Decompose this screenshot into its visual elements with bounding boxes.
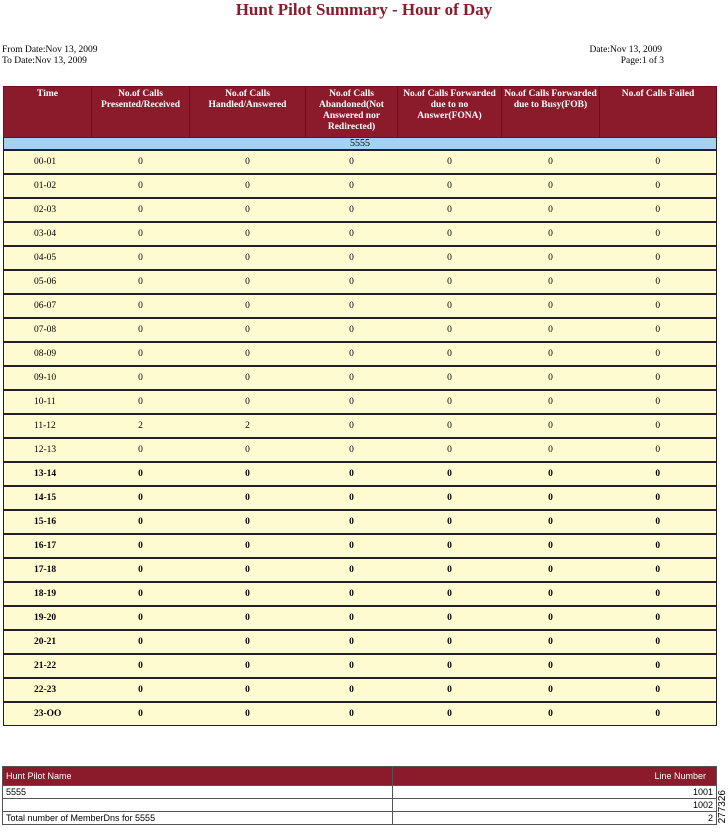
value-cell: 0 bbox=[306, 342, 398, 366]
table-row bbox=[4, 246, 717, 270]
from-date: From Date:Nov 13, 2009 bbox=[2, 45, 98, 55]
value-cell: 0 bbox=[92, 486, 190, 510]
line-number-cell: 1002 bbox=[393, 799, 717, 812]
value-cell: 0 bbox=[398, 390, 502, 414]
value-cell: 0 bbox=[502, 678, 600, 702]
column-header-fob: No.of Calls Forwarded due to Busy(FOB) bbox=[502, 87, 600, 138]
members-row bbox=[3, 812, 717, 825]
value-cell: 0 bbox=[502, 294, 600, 318]
table-row bbox=[4, 510, 717, 534]
time-cell: 01-02 bbox=[4, 174, 92, 198]
time-cell: 20-21 bbox=[4, 630, 92, 654]
hunt-pilot-name-cell bbox=[3, 799, 393, 812]
value-cell: 0 bbox=[502, 342, 600, 366]
table-row bbox=[4, 582, 717, 606]
column-header-failed: No.of Calls Failed bbox=[600, 87, 717, 138]
value-cell: 0 bbox=[502, 198, 600, 222]
table-row bbox=[4, 318, 717, 342]
time-cell: 22-23 bbox=[4, 678, 92, 702]
value-cell: 0 bbox=[190, 582, 306, 606]
table-row bbox=[4, 294, 717, 318]
value-cell: 0 bbox=[190, 438, 306, 462]
value-cell: 0 bbox=[398, 318, 502, 342]
value-cell: 0 bbox=[190, 342, 306, 366]
value-cell: 0 bbox=[190, 558, 306, 582]
value-cell: 0 bbox=[398, 294, 502, 318]
table-row bbox=[4, 558, 717, 582]
table-row bbox=[4, 150, 717, 174]
value-cell: 0 bbox=[502, 438, 600, 462]
value-cell: 0 bbox=[600, 678, 717, 702]
hour-of-day-table bbox=[3, 86, 717, 726]
value-cell: 0 bbox=[600, 342, 717, 366]
table-row bbox=[4, 462, 717, 486]
time-cell: 06-07 bbox=[4, 294, 92, 318]
value-cell: 2 bbox=[190, 414, 306, 438]
value-cell: 0 bbox=[502, 462, 600, 486]
column-header-handled: No.of Calls Handled/Answered bbox=[190, 87, 306, 138]
page-number: Page:1 of 3 bbox=[620, 56, 664, 66]
line-number-cell: 2 bbox=[393, 812, 717, 825]
value-cell: 0 bbox=[190, 702, 306, 726]
value-cell: 0 bbox=[600, 150, 717, 174]
value-cell: 0 bbox=[190, 606, 306, 630]
value-cell: 0 bbox=[92, 342, 190, 366]
value-cell: 0 bbox=[306, 654, 398, 678]
value-cell: 0 bbox=[502, 702, 600, 726]
table-row bbox=[4, 342, 717, 366]
value-cell: 0 bbox=[306, 558, 398, 582]
value-cell: 0 bbox=[398, 510, 502, 534]
value-cell: 0 bbox=[398, 198, 502, 222]
value-cell: 0 bbox=[398, 462, 502, 486]
members-row bbox=[3, 799, 717, 812]
value-cell: 0 bbox=[306, 438, 398, 462]
value-cell: 0 bbox=[92, 558, 190, 582]
value-cell: 0 bbox=[502, 174, 600, 198]
time-cell: 09-10 bbox=[4, 366, 92, 390]
time-cell: 21-22 bbox=[4, 654, 92, 678]
members-table bbox=[2, 766, 717, 825]
value-cell: 0 bbox=[306, 462, 398, 486]
value-cell: 0 bbox=[306, 582, 398, 606]
value-cell: 0 bbox=[306, 150, 398, 174]
value-cell: 0 bbox=[92, 630, 190, 654]
value-cell: 0 bbox=[92, 150, 190, 174]
value-cell: 0 bbox=[306, 318, 398, 342]
time-cell: 05-06 bbox=[4, 270, 92, 294]
value-cell: 0 bbox=[190, 486, 306, 510]
value-cell: 0 bbox=[92, 390, 190, 414]
table-row bbox=[4, 222, 717, 246]
value-cell: 0 bbox=[306, 678, 398, 702]
value-cell: 0 bbox=[306, 486, 398, 510]
time-cell: 18-19 bbox=[4, 582, 92, 606]
value-cell: 2 bbox=[92, 414, 190, 438]
value-cell: 0 bbox=[600, 582, 717, 606]
value-cell: 0 bbox=[502, 654, 600, 678]
value-cell: 0 bbox=[502, 630, 600, 654]
value-cell: 0 bbox=[600, 318, 717, 342]
value-cell: 0 bbox=[398, 174, 502, 198]
value-cell: 0 bbox=[398, 630, 502, 654]
column-header-time: Time bbox=[4, 87, 92, 138]
value-cell: 0 bbox=[92, 294, 190, 318]
table-row bbox=[4, 438, 717, 462]
hunt-pilot-name-cell: Total number of MemberDns for 5555 bbox=[3, 812, 393, 825]
value-cell: 0 bbox=[398, 486, 502, 510]
value-cell: 0 bbox=[600, 438, 717, 462]
value-cell: 0 bbox=[306, 630, 398, 654]
value-cell: 0 bbox=[600, 558, 717, 582]
value-cell: 0 bbox=[600, 606, 717, 630]
value-cell: 0 bbox=[92, 438, 190, 462]
value-cell: 0 bbox=[92, 174, 190, 198]
value-cell: 0 bbox=[190, 270, 306, 294]
value-cell: 0 bbox=[92, 366, 190, 390]
time-cell: 15-16 bbox=[4, 510, 92, 534]
value-cell: 0 bbox=[398, 702, 502, 726]
value-cell: 0 bbox=[92, 222, 190, 246]
value-cell: 0 bbox=[190, 390, 306, 414]
figure-number: 277326 bbox=[717, 790, 728, 824]
value-cell: 0 bbox=[190, 150, 306, 174]
table-row bbox=[4, 630, 717, 654]
time-cell: 03-04 bbox=[4, 222, 92, 246]
value-cell: 0 bbox=[398, 438, 502, 462]
value-cell: 0 bbox=[600, 702, 717, 726]
value-cell: 0 bbox=[306, 222, 398, 246]
value-cell: 0 bbox=[306, 510, 398, 534]
value-cell: 0 bbox=[398, 606, 502, 630]
value-cell: 0 bbox=[600, 246, 717, 270]
value-cell: 0 bbox=[398, 222, 502, 246]
value-cell: 0 bbox=[502, 222, 600, 246]
value-cell: 0 bbox=[600, 390, 717, 414]
time-cell: 07-08 bbox=[4, 318, 92, 342]
column-header-abandoned: No.of Calls Abandoned(Not Answered nor Redirected) bbox=[306, 87, 398, 138]
table-header-row bbox=[4, 87, 717, 138]
value-cell: 0 bbox=[306, 702, 398, 726]
value-cell: 0 bbox=[502, 606, 600, 630]
report-date: Date:Nov 13, 2009 bbox=[589, 45, 662, 55]
table-row bbox=[4, 486, 717, 510]
value-cell: 0 bbox=[502, 390, 600, 414]
column-header-presented: No.of Calls Presented/Received bbox=[92, 87, 190, 138]
time-cell: 10-11 bbox=[4, 390, 92, 414]
value-cell: 0 bbox=[190, 198, 306, 222]
value-cell: 0 bbox=[502, 582, 600, 606]
value-cell: 0 bbox=[306, 294, 398, 318]
value-cell: 0 bbox=[190, 630, 306, 654]
time-cell: 02-03 bbox=[4, 198, 92, 222]
value-cell: 0 bbox=[92, 702, 190, 726]
value-cell: 0 bbox=[398, 366, 502, 390]
column-header-fona: No.of Calls Forwarded due to no Answer(FONA) bbox=[398, 87, 502, 138]
group-row bbox=[4, 138, 717, 151]
value-cell: 0 bbox=[92, 270, 190, 294]
value-cell: 0 bbox=[190, 534, 306, 558]
value-cell: 0 bbox=[398, 558, 502, 582]
time-cell: 08-09 bbox=[4, 342, 92, 366]
hunt-pilot-name-cell: 5555 bbox=[3, 786, 393, 799]
value-cell: 0 bbox=[398, 582, 502, 606]
to-date: To Date:Nov 13, 2009 bbox=[2, 56, 87, 66]
table-row bbox=[4, 198, 717, 222]
value-cell: 0 bbox=[502, 486, 600, 510]
value-cell: 0 bbox=[92, 246, 190, 270]
table-row bbox=[4, 390, 717, 414]
value-cell: 0 bbox=[600, 534, 717, 558]
value-cell: 0 bbox=[600, 366, 717, 390]
time-cell: 00-01 bbox=[4, 150, 92, 174]
table-row bbox=[4, 414, 717, 438]
report-title: Hunt Pilot Summary - Hour of Day bbox=[235, 0, 493, 19]
value-cell: 0 bbox=[502, 366, 600, 390]
table-row bbox=[4, 534, 717, 558]
value-cell: 0 bbox=[92, 606, 190, 630]
table-row bbox=[4, 270, 717, 294]
value-cell: 0 bbox=[398, 534, 502, 558]
value-cell: 0 bbox=[306, 270, 398, 294]
value-cell: 0 bbox=[502, 414, 600, 438]
time-cell: 04-05 bbox=[4, 246, 92, 270]
value-cell: 0 bbox=[92, 318, 190, 342]
value-cell: 0 bbox=[600, 270, 717, 294]
value-cell: 0 bbox=[190, 510, 306, 534]
time-cell: 13-14 bbox=[4, 462, 92, 486]
time-cell: 19-20 bbox=[4, 606, 92, 630]
value-cell: 0 bbox=[502, 510, 600, 534]
time-cell: 12-13 bbox=[4, 438, 92, 462]
table-row bbox=[4, 702, 717, 726]
value-cell: 0 bbox=[398, 678, 502, 702]
table-row bbox=[4, 606, 717, 630]
time-cell: 11-12 bbox=[4, 414, 92, 438]
group-label: 5555 bbox=[4, 138, 717, 151]
members-header-name: Hunt Pilot Name bbox=[3, 767, 393, 786]
value-cell: 0 bbox=[600, 630, 717, 654]
time-cell: 17-18 bbox=[4, 558, 92, 582]
value-cell: 0 bbox=[398, 414, 502, 438]
value-cell: 0 bbox=[502, 558, 600, 582]
value-cell: 0 bbox=[600, 486, 717, 510]
value-cell: 0 bbox=[600, 294, 717, 318]
time-cell: 16-17 bbox=[4, 534, 92, 558]
value-cell: 0 bbox=[92, 462, 190, 486]
value-cell: 0 bbox=[502, 270, 600, 294]
value-cell: 0 bbox=[398, 246, 502, 270]
members-row bbox=[3, 786, 717, 799]
value-cell: 0 bbox=[306, 198, 398, 222]
value-cell: 0 bbox=[600, 222, 717, 246]
value-cell: 0 bbox=[92, 678, 190, 702]
value-cell: 0 bbox=[190, 294, 306, 318]
table-row bbox=[4, 174, 717, 198]
value-cell: 0 bbox=[306, 174, 398, 198]
value-cell: 0 bbox=[600, 462, 717, 486]
value-cell: 0 bbox=[306, 414, 398, 438]
value-cell: 0 bbox=[398, 654, 502, 678]
value-cell: 0 bbox=[190, 246, 306, 270]
value-cell: 0 bbox=[600, 174, 717, 198]
value-cell: 0 bbox=[398, 342, 502, 366]
value-cell: 0 bbox=[600, 198, 717, 222]
value-cell: 0 bbox=[306, 246, 398, 270]
value-cell: 0 bbox=[92, 534, 190, 558]
members-header-row bbox=[3, 767, 717, 786]
value-cell: 0 bbox=[306, 390, 398, 414]
value-cell: 0 bbox=[190, 318, 306, 342]
value-cell: 0 bbox=[600, 510, 717, 534]
report-info bbox=[589, 45, 662, 67]
value-cell: 0 bbox=[502, 150, 600, 174]
time-cell: 23-OO bbox=[4, 702, 92, 726]
value-cell: 0 bbox=[502, 534, 600, 558]
value-cell: 0 bbox=[92, 582, 190, 606]
value-cell: 0 bbox=[92, 510, 190, 534]
date-range bbox=[2, 45, 98, 67]
value-cell: 0 bbox=[306, 366, 398, 390]
value-cell: 0 bbox=[306, 606, 398, 630]
value-cell: 0 bbox=[502, 246, 600, 270]
value-cell: 0 bbox=[600, 414, 717, 438]
value-cell: 0 bbox=[190, 462, 306, 486]
value-cell: 0 bbox=[306, 534, 398, 558]
value-cell: 0 bbox=[502, 318, 600, 342]
value-cell: 0 bbox=[92, 654, 190, 678]
table-row bbox=[4, 678, 717, 702]
value-cell: 0 bbox=[92, 198, 190, 222]
value-cell: 0 bbox=[398, 270, 502, 294]
value-cell: 0 bbox=[190, 654, 306, 678]
table-row bbox=[4, 366, 717, 390]
table-row bbox=[4, 654, 717, 678]
line-number-cell: 1001 bbox=[393, 786, 717, 799]
value-cell: 0 bbox=[190, 678, 306, 702]
value-cell: 0 bbox=[398, 150, 502, 174]
value-cell: 0 bbox=[190, 174, 306, 198]
value-cell: 0 bbox=[600, 654, 717, 678]
value-cell: 0 bbox=[190, 366, 306, 390]
value-cell: 0 bbox=[190, 222, 306, 246]
time-cell: 14-15 bbox=[4, 486, 92, 510]
members-header-line: Line Number bbox=[393, 767, 717, 786]
